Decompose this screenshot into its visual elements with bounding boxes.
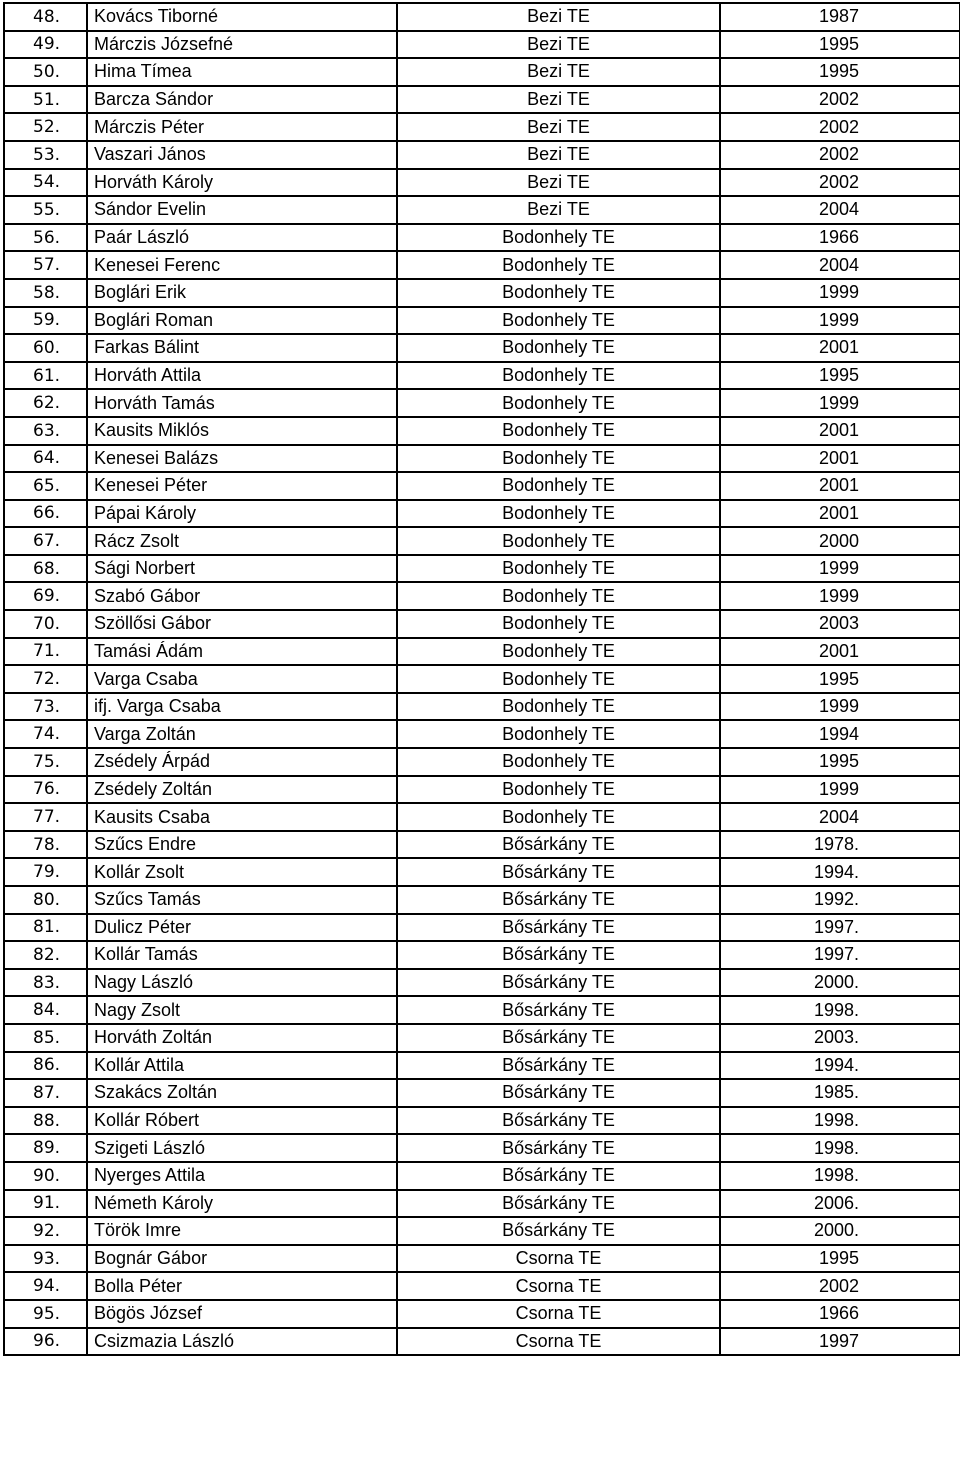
table-row <box>4 720 960 748</box>
table-row <box>4 362 960 390</box>
member-name-cell: Horváth Tamás <box>87 389 397 417</box>
table-row <box>4 1052 960 1080</box>
table-row <box>4 472 960 500</box>
row-number-cell: 50. <box>4 58 87 86</box>
club-cell: Bősárkány TE <box>397 886 720 914</box>
row-number-cell: 82. <box>4 941 87 969</box>
club-cell: Bodonhely TE <box>397 748 720 776</box>
member-name-cell: Rácz Zsolt <box>87 527 397 555</box>
row-number-cell: 53. <box>4 141 87 169</box>
row-number-cell: 54. <box>4 169 87 197</box>
club-cell: Bodonhely TE <box>397 638 720 666</box>
member-name-cell: Zsédely Zoltán <box>87 776 397 804</box>
year-cell: 2002 <box>720 141 960 169</box>
member-name-cell: Szakács Zoltán <box>87 1079 397 1107</box>
club-cell: Bodonhely TE <box>397 555 720 583</box>
club-cell: Bősárkány TE <box>397 941 720 969</box>
member-name-cell: Hima Tímea <box>87 58 397 86</box>
year-cell: 2001 <box>720 500 960 528</box>
year-cell: 2001 <box>720 445 960 473</box>
year-cell: 2001 <box>720 472 960 500</box>
member-name-cell: Sági Norbert <box>87 555 397 583</box>
row-number-cell: 68. <box>4 555 87 583</box>
row-number-cell: 94. <box>4 1272 87 1300</box>
member-name-cell: ifj. Varga Csaba <box>87 693 397 721</box>
table-row <box>4 1024 960 1052</box>
club-cell: Bodonhely TE <box>397 417 720 445</box>
member-name-cell: Nagy László <box>87 969 397 997</box>
member-name-cell: Varga Csaba <box>87 665 397 693</box>
table-row <box>4 996 960 1024</box>
member-name-cell: Sándor Evelin <box>87 196 397 224</box>
row-number-cell: 81. <box>4 914 87 942</box>
roster-body <box>4 3 960 1355</box>
club-cell: Bezi TE <box>397 141 720 169</box>
row-number-cell: 93. <box>4 1245 87 1273</box>
year-cell: 1998. <box>720 1134 960 1162</box>
table-row <box>4 279 960 307</box>
club-cell: Bősárkány TE <box>397 1079 720 1107</box>
row-number-cell: 74. <box>4 720 87 748</box>
table-row <box>4 776 960 804</box>
year-cell: 1999 <box>720 582 960 610</box>
member-name-cell: Szigeti László <box>87 1134 397 1162</box>
table-row <box>4 1245 960 1273</box>
row-number-cell: 55. <box>4 196 87 224</box>
member-name-cell: Kausits Csaba <box>87 803 397 831</box>
row-number-cell: 62. <box>4 389 87 417</box>
table-row <box>4 582 960 610</box>
member-name-cell: Paár László <box>87 224 397 252</box>
year-cell: 1978. <box>720 831 960 859</box>
row-number-cell: 96. <box>4 1328 87 1356</box>
member-name-cell: Boglári Roman <box>87 307 397 335</box>
table-row <box>4 334 960 362</box>
club-cell: Bezi TE <box>397 196 720 224</box>
club-cell: Bezi TE <box>397 3 720 31</box>
table-row <box>4 1217 960 1245</box>
row-number-cell: 75. <box>4 748 87 776</box>
year-cell: 1966 <box>720 1300 960 1328</box>
table-row <box>4 500 960 528</box>
year-cell: 1995 <box>720 362 960 390</box>
club-cell: Bezi TE <box>397 58 720 86</box>
row-number-cell: 71. <box>4 638 87 666</box>
row-number-cell: 89. <box>4 1134 87 1162</box>
member-name-cell: Farkas Bálint <box>87 334 397 362</box>
club-cell: Bodonhely TE <box>397 803 720 831</box>
table-row <box>4 1107 960 1135</box>
table-row <box>4 445 960 473</box>
year-cell: 1987 <box>720 3 960 31</box>
member-name-cell: Bognár Gábor <box>87 1245 397 1273</box>
member-name-cell: Kollár Zsolt <box>87 858 397 886</box>
club-cell: Bodonhely TE <box>397 665 720 693</box>
year-cell: 2000 <box>720 527 960 555</box>
year-cell: 1999 <box>720 279 960 307</box>
year-cell: 1999 <box>720 307 960 335</box>
table-row <box>4 1190 960 1218</box>
table-row <box>4 1328 960 1356</box>
club-cell: Bősárkány TE <box>397 1052 720 1080</box>
row-number-cell: 73. <box>4 693 87 721</box>
club-cell: Csorna TE <box>397 1272 720 1300</box>
member-name-cell: Kausits Miklós <box>87 417 397 445</box>
member-name-cell: Bögös József <box>87 1300 397 1328</box>
row-number-cell: 58. <box>4 279 87 307</box>
row-number-cell: 69. <box>4 582 87 610</box>
row-number-cell: 63. <box>4 417 87 445</box>
table-row <box>4 417 960 445</box>
table-row <box>4 224 960 252</box>
club-cell: Bodonhely TE <box>397 251 720 279</box>
year-cell: 1995 <box>720 31 960 59</box>
row-number-cell: 92. <box>4 1217 87 1245</box>
club-cell: Bodonhely TE <box>397 472 720 500</box>
club-cell: Bodonhely TE <box>397 610 720 638</box>
member-name-cell: Dulicz Péter <box>87 914 397 942</box>
row-number-cell: 76. <box>4 776 87 804</box>
club-cell: Bodonhely TE <box>397 224 720 252</box>
year-cell: 2002 <box>720 169 960 197</box>
row-number-cell: 84. <box>4 996 87 1024</box>
club-cell: Bősárkány TE <box>397 914 720 942</box>
row-number-cell: 88. <box>4 1107 87 1135</box>
year-cell: 2000. <box>720 1217 960 1245</box>
member-name-cell: Kollár Attila <box>87 1052 397 1080</box>
year-cell: 1999 <box>720 776 960 804</box>
member-name-cell: Nyerges Attila <box>87 1162 397 1190</box>
member-name-cell: Szabó Gábor <box>87 582 397 610</box>
table-row <box>4 1300 960 1328</box>
table-row <box>4 886 960 914</box>
club-cell: Bősárkány TE <box>397 1134 720 1162</box>
club-cell: Bezi TE <box>397 169 720 197</box>
table-row <box>4 665 960 693</box>
club-cell: Bodonhely TE <box>397 362 720 390</box>
year-cell: 1995 <box>720 665 960 693</box>
club-cell: Csorna TE <box>397 1300 720 1328</box>
table-row <box>4 141 960 169</box>
member-name-cell: Kenesei Péter <box>87 472 397 500</box>
year-cell: 1998. <box>720 996 960 1024</box>
row-number-cell: 51. <box>4 86 87 114</box>
year-cell: 2004 <box>720 196 960 224</box>
member-name-cell: Márczis Józsefné <box>87 31 397 59</box>
club-cell: Bősárkány TE <box>397 1024 720 1052</box>
row-number-cell: 70. <box>4 610 87 638</box>
table-row <box>4 307 960 335</box>
member-name-cell: Horváth Zoltán <box>87 1024 397 1052</box>
row-number-cell: 85. <box>4 1024 87 1052</box>
row-number-cell: 57. <box>4 251 87 279</box>
club-cell: Bodonhely TE <box>397 527 720 555</box>
row-number-cell: 86. <box>4 1052 87 1080</box>
club-cell: Bősárkány TE <box>397 858 720 886</box>
table-row <box>4 113 960 141</box>
year-cell: 1966 <box>720 224 960 252</box>
member-name-cell: Pápai Károly <box>87 500 397 528</box>
table-row <box>4 638 960 666</box>
club-cell: Bezi TE <box>397 86 720 114</box>
member-name-cell: Kollár Tamás <box>87 941 397 969</box>
club-cell: Bősárkány TE <box>397 969 720 997</box>
table-row <box>4 941 960 969</box>
year-cell: 2002 <box>720 113 960 141</box>
table-row <box>4 803 960 831</box>
table-row <box>4 3 960 31</box>
club-cell: Bősárkány TE <box>397 1217 720 1245</box>
club-cell: Bodonhely TE <box>397 279 720 307</box>
club-cell: Bezi TE <box>397 31 720 59</box>
club-cell: Bősárkány TE <box>397 1162 720 1190</box>
club-cell: Bősárkány TE <box>397 1107 720 1135</box>
year-cell: 2003. <box>720 1024 960 1052</box>
club-cell: Bodonhely TE <box>397 693 720 721</box>
member-name-cell: Kovács Tiborné <box>87 3 397 31</box>
year-cell: 1994 <box>720 720 960 748</box>
row-number-cell: 61. <box>4 362 87 390</box>
table-row <box>4 693 960 721</box>
club-cell: Csorna TE <box>397 1328 720 1356</box>
member-name-cell: Boglári Erik <box>87 279 397 307</box>
table-row <box>4 610 960 638</box>
table-row <box>4 831 960 859</box>
table-row <box>4 858 960 886</box>
club-cell: Bodonhely TE <box>397 334 720 362</box>
table-row <box>4 169 960 197</box>
member-name-cell: Török Imre <box>87 1217 397 1245</box>
year-cell: 1998. <box>720 1162 960 1190</box>
member-name-cell: Varga Zoltán <box>87 720 397 748</box>
year-cell: 1999 <box>720 389 960 417</box>
member-name-cell: Nagy Zsolt <box>87 996 397 1024</box>
row-number-cell: 91. <box>4 1190 87 1218</box>
row-number-cell: 49. <box>4 31 87 59</box>
club-cell: Bodonhely TE <box>397 389 720 417</box>
year-cell: 1998. <box>720 1107 960 1135</box>
row-number-cell: 78. <box>4 831 87 859</box>
member-name-cell: Vaszari János <box>87 141 397 169</box>
member-name-cell: Zsédely Árpád <box>87 748 397 776</box>
row-number-cell: 60. <box>4 334 87 362</box>
member-name-cell: Kenesei Ferenc <box>87 251 397 279</box>
member-name-cell: Márczis Péter <box>87 113 397 141</box>
table-row <box>4 914 960 942</box>
member-name-cell: Szűcs Tamás <box>87 886 397 914</box>
row-number-cell: 72. <box>4 665 87 693</box>
row-number-cell: 87. <box>4 1079 87 1107</box>
year-cell: 2006. <box>720 1190 960 1218</box>
member-name-cell: Szöllősi Gábor <box>87 610 397 638</box>
year-cell: 2001 <box>720 417 960 445</box>
club-cell: Bodonhely TE <box>397 445 720 473</box>
club-cell: Bősárkány TE <box>397 1190 720 1218</box>
member-name-cell: Kollár Róbert <box>87 1107 397 1135</box>
member-name-cell: Horváth Károly <box>87 169 397 197</box>
year-cell: 1999 <box>720 693 960 721</box>
row-number-cell: 79. <box>4 858 87 886</box>
row-number-cell: 77. <box>4 803 87 831</box>
table-row <box>4 555 960 583</box>
row-number-cell: 95. <box>4 1300 87 1328</box>
club-cell: Bezi TE <box>397 113 720 141</box>
table-row <box>4 389 960 417</box>
club-cell: Bodonhely TE <box>397 776 720 804</box>
member-name-cell: Szűcs Endre <box>87 831 397 859</box>
row-number-cell: 66. <box>4 500 87 528</box>
year-cell: 1995 <box>720 748 960 776</box>
table-row <box>4 1134 960 1162</box>
table-row <box>4 1162 960 1190</box>
year-cell: 1995 <box>720 58 960 86</box>
member-name-cell: Bolla Péter <box>87 1272 397 1300</box>
row-number-cell: 67. <box>4 527 87 555</box>
row-number-cell: 59. <box>4 307 87 335</box>
member-name-cell: Horváth Attila <box>87 362 397 390</box>
row-number-cell: 64. <box>4 445 87 473</box>
club-cell: Bodonhely TE <box>397 720 720 748</box>
year-cell: 2002 <box>720 1272 960 1300</box>
table-row <box>4 527 960 555</box>
member-name-cell: Németh Károly <box>87 1190 397 1218</box>
year-cell: 1994. <box>720 1052 960 1080</box>
year-cell: 2000. <box>720 969 960 997</box>
year-cell: 2004 <box>720 251 960 279</box>
roster-table <box>3 2 960 1356</box>
row-number-cell: 83. <box>4 969 87 997</box>
year-cell: 2002 <box>720 86 960 114</box>
member-name-cell: Csizmazia László <box>87 1328 397 1356</box>
year-cell: 2001 <box>720 334 960 362</box>
table-row <box>4 1272 960 1300</box>
club-cell: Bősárkány TE <box>397 831 720 859</box>
row-number-cell: 65. <box>4 472 87 500</box>
table-row <box>4 748 960 776</box>
row-number-cell: 48. <box>4 3 87 31</box>
member-name-cell: Barcza Sándor <box>87 86 397 114</box>
year-cell: 2001 <box>720 638 960 666</box>
year-cell: 1997 <box>720 1328 960 1356</box>
year-cell: 1997. <box>720 941 960 969</box>
row-number-cell: 80. <box>4 886 87 914</box>
table-row <box>4 969 960 997</box>
year-cell: 1985. <box>720 1079 960 1107</box>
member-name-cell: Kenesei Balázs <box>87 445 397 473</box>
table-row <box>4 196 960 224</box>
row-number-cell: 52. <box>4 113 87 141</box>
club-cell: Csorna TE <box>397 1245 720 1273</box>
year-cell: 1994. <box>720 858 960 886</box>
table-row <box>4 1079 960 1107</box>
club-cell: Bodonhely TE <box>397 307 720 335</box>
year-cell: 1992. <box>720 886 960 914</box>
row-number-cell: 56. <box>4 224 87 252</box>
table-row <box>4 86 960 114</box>
table-row <box>4 251 960 279</box>
year-cell: 2003 <box>720 610 960 638</box>
year-cell: 2004 <box>720 803 960 831</box>
club-cell: Bősárkány TE <box>397 996 720 1024</box>
row-number-cell: 90. <box>4 1162 87 1190</box>
table-row <box>4 58 960 86</box>
year-cell: 1995 <box>720 1245 960 1273</box>
year-cell: 1997. <box>720 914 960 942</box>
club-cell: Bodonhely TE <box>397 500 720 528</box>
table-row <box>4 31 960 59</box>
club-cell: Bodonhely TE <box>397 582 720 610</box>
year-cell: 1999 <box>720 555 960 583</box>
member-name-cell: Tamási Ádám <box>87 638 397 666</box>
